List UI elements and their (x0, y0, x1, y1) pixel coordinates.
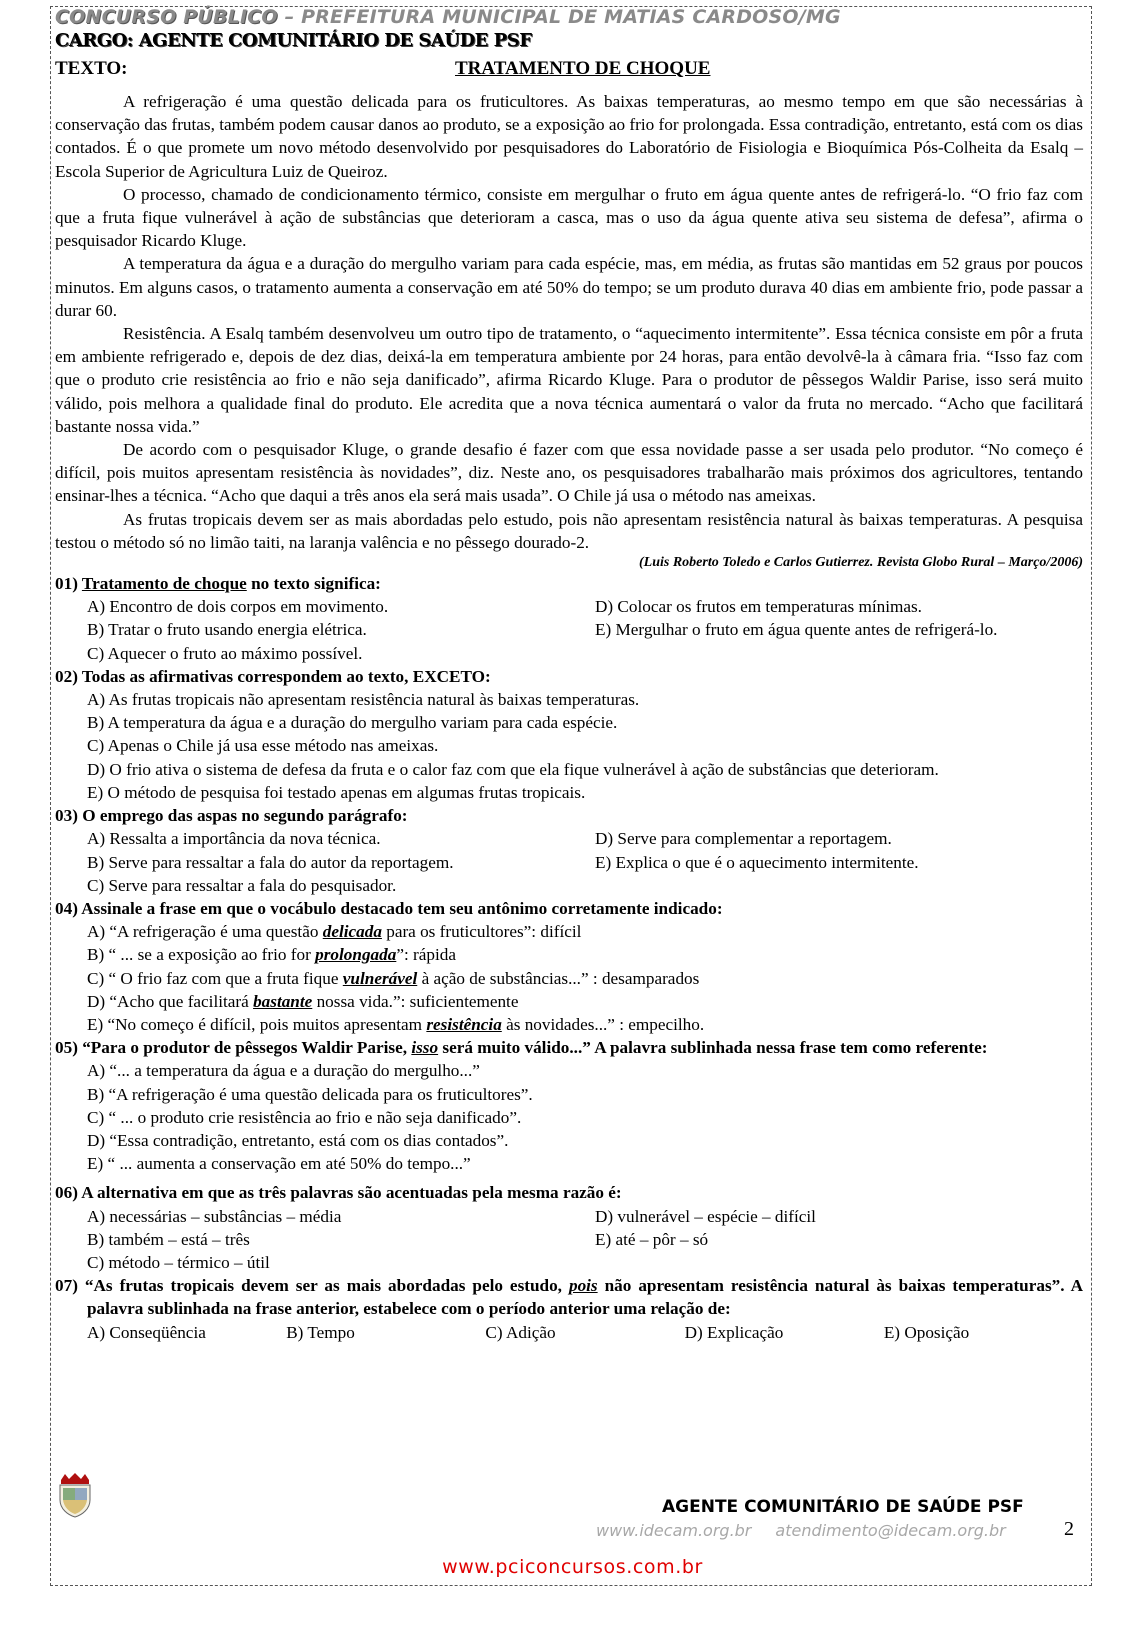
option-text: nossa vida.”: suficientemente (312, 991, 519, 1011)
texto-label: TEXTO: (55, 58, 128, 79)
option-d[interactable] (55, 990, 1083, 1013)
concurso-label: CONCURSO PÚBLICO (55, 6, 278, 28)
option-d[interactable]: D) Serve para complementar a reportagem. (595, 829, 892, 849)
option-a[interactable]: A) Encontro de dois corpos em movimento. (87, 597, 389, 617)
option-a[interactable] (55, 920, 1083, 943)
question-title: 02) Todas as afirmativas correspondem ao texto, EXCETO: (55, 666, 491, 686)
option-b[interactable]: B) Serve para ressaltar a fala do autor da reportagem. (87, 852, 454, 872)
option-b[interactable]: B) “A refrigeração é uma questão delicada para os fruticultores”. (87, 1084, 533, 1104)
option-a[interactable]: A) Ressalta a importância da nova técnica. (87, 829, 381, 849)
highlighted-word: delicada (322, 922, 382, 942)
option-text: às novidades...” : empecilho. (501, 1014, 705, 1034)
option-b[interactable]: B) Tratar o fruto usando energia elétrica. (87, 620, 367, 640)
option-c[interactable]: C) método – térmico – útil (87, 1252, 270, 1272)
question-text: 07) “As frutas tropicais devem ser as mais abordadas pelo estudo, (55, 1276, 569, 1296)
email-link[interactable]: atendimento@idecam.org.br (775, 1521, 1006, 1540)
question-1 (55, 572, 1083, 665)
source-site-link[interactable]: www.pciconcursos.com.br (442, 1556, 703, 1578)
option-a[interactable]: A) As frutas tropicais não apresentam resistência natural às baixas temperaturas. (87, 690, 640, 710)
option-d[interactable]: D) O frio ativa o sistema de defesa da fruta e o calor faz com que ela fique vulnerável à ação de substâncias que deterioram. (87, 759, 939, 779)
option-text: B) “ ... se a exposição ao frio for (87, 945, 316, 965)
underlined-word: pois (568, 1276, 598, 1296)
question-title: 06) A alternativa em que as três palavras são acentuadas pela mesma razão é: (55, 1183, 622, 1203)
question-5 (55, 1036, 1083, 1175)
question-title: 04) Assinale a frase em que o vocábulo destacado tem seu antônimo corretamente indicado: (55, 898, 723, 918)
municipal-coat-of-arms-icon (55, 1472, 95, 1518)
option-b[interactable]: B) A temperatura da água e a duração do mergulho variam para cada espécie. (87, 713, 618, 733)
option-c[interactable]: C) “ ... o produto crie resistência ao frio e não seja danificado”. (87, 1107, 522, 1127)
question-title (55, 1274, 1083, 1320)
option-e[interactable] (55, 1013, 1083, 1036)
option-e[interactable]: E) O método de pesquisa foi testado apenas em algumas frutas tropicais. (87, 782, 586, 802)
option-row (55, 1228, 1083, 1251)
paragraph: As frutas tropicais devem ser as mais abordadas pelo estudo, pois não apresentam resistência natural às baixas temperaturas. A pesquisa testou o método só no limão taiti, na laranja valência e no pêssego dourado-2. (55, 509, 1083, 552)
option-c[interactable]: C) Apenas o Chile já usa esse método nas ameixas. (87, 736, 439, 756)
highlighted-word: vulnerável (342, 968, 418, 988)
option-a[interactable]: A) Conseqüência (87, 1322, 206, 1342)
option-text: E) “No começo é difícil, pois muitos apresentam (87, 1014, 427, 1034)
option-b[interactable]: B) também – está – três (87, 1229, 250, 1249)
question-7 (55, 1274, 1083, 1344)
highlighted-word: resistência (426, 1014, 502, 1034)
option-text: C) “ O frio faz com que a fruta fique (87, 968, 343, 988)
highlighted-word: bastante (253, 991, 313, 1011)
question-text: no texto significa: (246, 574, 381, 594)
option-e[interactable]: E) Explica o que é o aquecimento intermitente. (595, 852, 919, 872)
question-text: não apresentam resistência natural às baixas temperaturas”. A palavra sublinhada na frase anterior, estabelece com o período anterior uma relação de: (87, 1276, 1083, 1319)
cargo-header: CARGO: AGENTE COMUNITÁRIO DE SAÚDE PSF (55, 30, 532, 51)
question-4 (55, 897, 1083, 1036)
underlined-word: isso (411, 1038, 439, 1058)
question-text: 05) “Para o produtor de pêssegos Waldir Parise, (55, 1038, 412, 1058)
text-title: TRATAMENTO DE CHOQUE (455, 58, 711, 79)
option-a[interactable]: A) necessárias – substâncias – média (87, 1206, 342, 1226)
option-row (55, 827, 1083, 850)
option-text: para os fruticultores”: difícil (381, 922, 582, 942)
prefeitura-label: – PREFEITURA MUNICIPAL DE MATIAS CARDOSO/MG (277, 6, 841, 28)
underlined-term: Tratamento de choque (81, 574, 247, 594)
option-row (55, 595, 1083, 618)
question-2 (55, 665, 1083, 804)
option-text: à ação de substâncias...” : desamparados (417, 968, 700, 988)
paragraph: O processo, chamado de condicionamento térmico, consiste em mergulhar o fruto em água quente antes de refrigerá-lo. “O frio faz com que a fruta fique vulnerável à ação de substâncias que deterioram a casca, mas o uso da água quente ativa seu sistema de defesa”, afirma o pesquisador Ricardo Kluge. (55, 184, 1083, 251)
option-c[interactable]: C) Serve para ressaltar a fala do pesquisador. (87, 875, 397, 895)
website-link[interactable]: www.idecam.org.br (596, 1521, 752, 1540)
question-title (55, 1036, 1083, 1059)
paragraph: A temperatura da água e a duração do mergulho variam para cada espécie, mas, em média, as frutas são mantidas em 52 graus por poucos minutos. Em alguns casos, o tratamento aumenta a conservação em até 50% do tempo; se um produto durava 40 dias em ambiente frio, pode passar a durar 60. (55, 254, 1083, 320)
option-d[interactable]: D) Explicação (684, 1322, 784, 1342)
option-a[interactable]: A) “... a temperatura da água e a duração do mergulho...” (87, 1061, 480, 1081)
footer-links (596, 1521, 1030, 1540)
option-b[interactable]: B) Tempo (286, 1322, 355, 1342)
footer-title: AGENTE COMUNITÁRIO DE SAÚDE PSF (662, 1497, 1024, 1517)
option-c[interactable]: C) Adição (485, 1322, 556, 1342)
option-e[interactable]: E) “ ... aumenta a conservação em até 50% do tempo...” (87, 1154, 471, 1174)
exam-header (55, 6, 841, 28)
option-row (55, 618, 1083, 641)
question-number: 01) (55, 574, 82, 594)
question-text: será muito válido...” A palavra sublinhada nessa frase tem como referente: (438, 1038, 988, 1058)
paragraph: De acordo com o pesquisador Kluge, o grande desafio é fazer com que essa novidade passe a ser usada pelo produtor. “No começo é difícil, pois muitos apresentam resistência às novidades”, diz. Neste ano, os pesquisadores trabalharão mais próximos dos agricultores, tentando ensinar-lhes a técnica. “Acho que daqui a três anos ela será mais usada”. O Chile já usa o método nas ameixas. (55, 440, 1083, 506)
option-d[interactable]: D) Colocar os frutos em temperaturas mínimas. (595, 597, 922, 617)
option-row (55, 851, 1083, 874)
option-e[interactable]: E) até – pôr – só (595, 1229, 709, 1249)
option-row (55, 1205, 1083, 1228)
paragraph: A refrigeração é uma questão delicada para os fruticultores. As baixas temperaturas, ao mesmo tempo em que são necessárias à conservação das frutas, também podem causar danos ao produto, se a exposição ao frio for prolongada. Essa contradição, entretanto, está com os dias contados. É o que promete um novo método desenvolvido por pesquisadores do Laboratório de Fisiologia e Bioquímica Pós-Colheita da Esalq – Escola Superior de Agricultura Luiz de Queiroz. (55, 92, 1083, 181)
page-number: 2 (1064, 1518, 1074, 1540)
citation: (Luis Roberto Toledo e Carlos Gutierrez. Revista Globo Rural – Março/2006) (638, 555, 1083, 571)
option-row (55, 1321, 1083, 1344)
option-text: D) “Acho que facilitará (87, 991, 254, 1011)
option-e[interactable]: E) Oposição (883, 1322, 970, 1342)
question-6 (55, 1181, 1083, 1274)
option-c[interactable] (55, 967, 1083, 990)
question-3 (55, 804, 1083, 897)
highlighted-word: prolongada (315, 945, 397, 965)
document-body (55, 90, 1083, 1344)
option-d[interactable]: D) vulnerável – espécie – difícil (595, 1206, 816, 1226)
option-text: ”: rápida (396, 945, 456, 965)
option-e[interactable]: E) Mergulhar o fruto em água quente antes de refrigerá-lo. (595, 620, 998, 640)
question-title: 03) O emprego das aspas no segundo parágrafo: (55, 806, 408, 826)
option-text: A) “A refrigeração é uma questão (87, 922, 323, 942)
option-c[interactable]: C) Aquecer o fruto ao máximo possível. (87, 643, 363, 663)
question-title (55, 572, 1083, 595)
option-b[interactable] (55, 943, 1083, 966)
option-d[interactable]: D) “Essa contradição, entretanto, está com os dias contados”. (87, 1130, 509, 1150)
paragraph: Resistência. A Esalq também desenvolveu um outro tipo de tratamento, o “aquecimento intermitente”. Essa técnica consiste em pôr a fruta em ambiente refrigerado e, depois de dez dias, deixá-la em temperatura ambiente por 24 horas, para então devolvê-la à câmara fria. “Isso faz com que o produto crie resistência ao frio e não seja danificado”, afirma Ricardo Kluge. Para o produtor de pêssegos Waldir Parise, isso será muito válido, pois melhora a qualidade final do produto. Ele acredita que a nova técnica aumentará o valor da fruta no mercado. “Acho que facilitará bastante nossa vida.” (55, 324, 1083, 436)
